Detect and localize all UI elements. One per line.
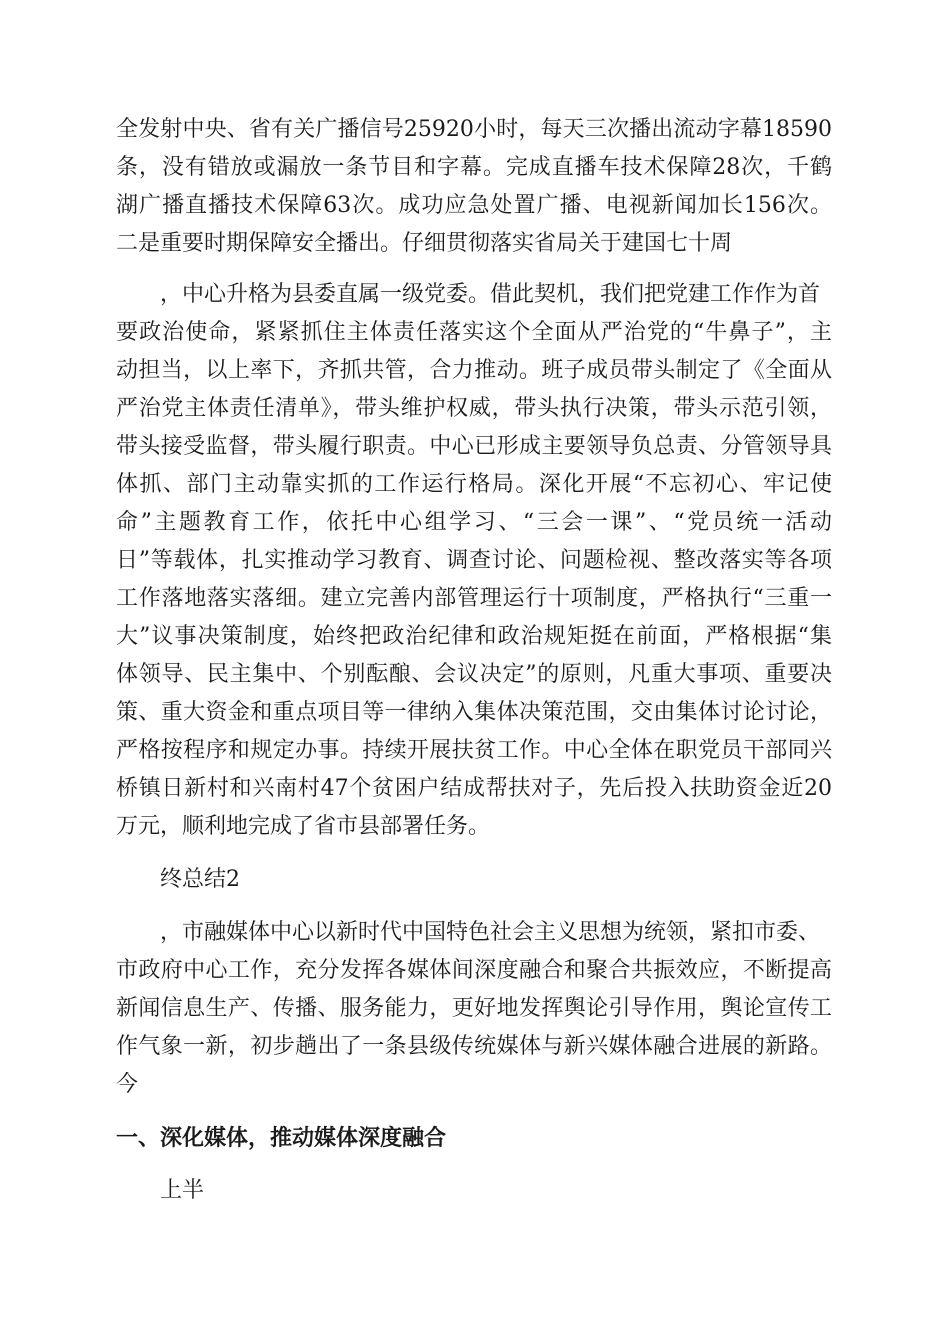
paragraph-line: 市政府中心工作，充分发挥各媒体间深度融合和聚合共振效应，不断提高 (116, 958, 832, 983)
paragraph-line: 严治党主体责任清单》，带头维护权威，带头执行决策，带头示范引领， (116, 396, 832, 421)
paragraph-line: 动担当，以上率下，齐抓共管，合力推动。班子成员带头制定了《全面从 (116, 358, 832, 383)
paragraph-2 (116, 276, 832, 846)
paragraph-line: 桥镇日新村和兴南村47个贫困户结成帮扶对子，先后投入扶助资金近20 (116, 776, 832, 801)
paragraph-line: 湖广播直播技术保障63次。成功应急处置广播、电视新闻加长156次。 (116, 193, 832, 218)
paragraph-line: 带头接受监督，带头履行职责。中心已形成主要领导负总责、分管领导具 (116, 434, 832, 459)
paragraph-line: 命”主题教育工作，依托中心组学习、“三会一课”、“党员统一活动 (116, 510, 832, 535)
paragraph-1 (116, 111, 832, 263)
paragraph-line: ，市融媒体中心以新时代中国特色社会主义思想为统领，紧扣市委、 (160, 920, 821, 945)
paragraph-line: 二是重要时期保障安全播出。仔细贯彻落实省局关于建国七十周 (116, 231, 733, 256)
paragraph-line: 新闻信息生产、传播、服务能力，更好地发挥舆论引导作用，舆论宣传工 (116, 996, 832, 1021)
paragraph-line: ，中心升格为县委直属一级党委。借此契机，我们把党建工作作为首 (160, 282, 821, 307)
paragraph-line: 要政治使命，紧紧抓住主体责任落实这个全面从严治党的“牛鼻子”，主 (116, 320, 832, 345)
paragraph-line: 全发射中央、省有关广播信号25920小时，每天三次播出流动字幕18590 (116, 117, 832, 142)
paragraph-line: 条，没有错放或漏放一条节目和字幕。完成直播车技术保障28次，千鹤 (116, 155, 832, 180)
paragraph-line: 工作落地落实落细。建立完善内部管理运行十项制度，严格执行“三重一 (116, 586, 832, 611)
closing-text: 上半 (160, 1178, 205, 1203)
paragraph-line: 作气象一新，初步趟出了一条县级传统媒体与新兴媒体融合进展的新路。 (116, 1034, 832, 1059)
paragraph-line: 严格按程序和规定办事。持续开展扶贫工作。中心全体在职党员干部同兴 (116, 738, 832, 763)
section-title: 终总结2 (160, 867, 240, 892)
document-page (116, 111, 832, 1210)
heading-1: 一、深化媒体，推动媒体深度融合 (116, 1125, 447, 1151)
paragraph-line: 体抓、部门主动靠实抓的工作运行格局。深化开展“不忘初心、牢记使 (116, 472, 832, 497)
paragraph-line: 日”等载体，扎实推动学习教育、调查讨论、问题检视、整改落实等各项 (116, 548, 832, 573)
paragraph-line: 体领导、民主集中、个别酝酿、会议决定”的原则，凡重大事项、重要决 (116, 662, 832, 687)
paragraph-line: 大”议事决策制度，始终把政治纪律和政治规矩挺在前面，严格根据“集 (116, 624, 832, 649)
paragraph-line: 万元，顺利地完成了省市县部署任务。 (116, 814, 491, 839)
paragraph-line: 今 (116, 1072, 139, 1097)
paragraph-line: 策、重大资金和重点项目等一律纳入集体决策范围，交由集体讨论讨论， (116, 700, 832, 725)
paragraph-3 (116, 914, 832, 1104)
